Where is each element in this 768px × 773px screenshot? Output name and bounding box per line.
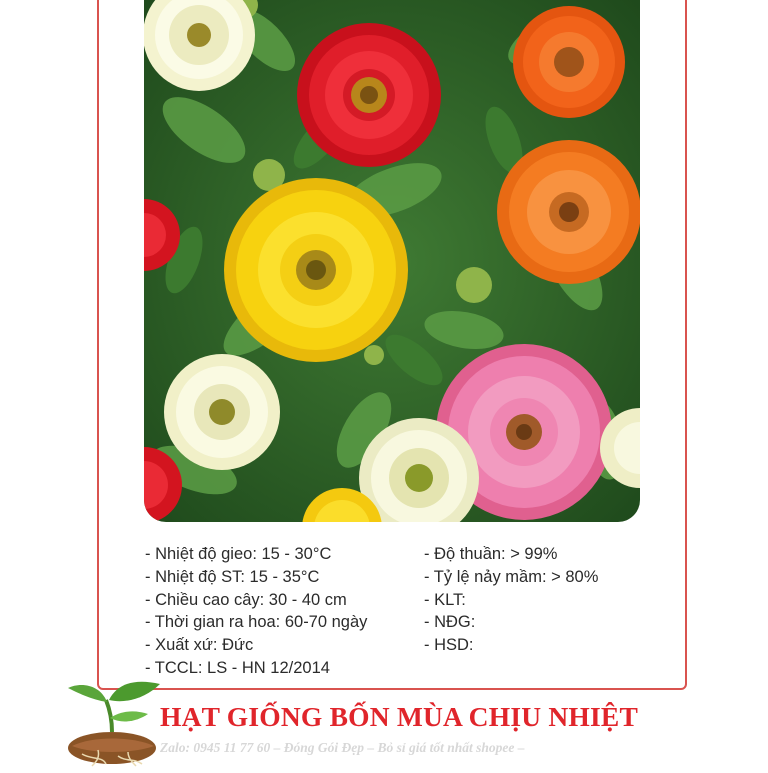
- spec-purity: - Độ thuần: > 99%: [424, 545, 558, 563]
- specs-right-column: [424, 543, 598, 657]
- spec-expiry-date: - HSD:: [424, 636, 474, 655]
- zinnia-flowers-photo: [144, 0, 640, 522]
- spec-quality-standard: - TCCL: LS - HN 12/2014: [145, 658, 330, 677]
- brand-title: HẠT GIỐNG BỐN MÙA CHỊU NHIỆT: [160, 701, 639, 732]
- specs-left-column: [145, 543, 367, 680]
- spec-net-weight: - KLT:: [424, 590, 466, 609]
- spec-origin: - Xuất xứ: Đức: [145, 636, 254, 655]
- seedling-logo-icon: [62, 670, 162, 768]
- spec-plant-height: - Chiều cao cây: 30 - 40 cm: [145, 590, 347, 609]
- contact-tagline: Zalo: 0945 11 77 60 – Đóng Gói Đẹp – Bỏ sỉ giá tốt nhất shopee –: [160, 740, 525, 755]
- spec-flowering-time: - Thời gian ra hoa: 60-70 ngày: [145, 613, 368, 632]
- spec-packing-date: - NĐG:: [424, 613, 476, 632]
- spec-sowing-temperature: - Nhiệt độ gieo: 15 - 30°C: [145, 545, 332, 563]
- spec-germination-rate: - Tỷ lệ nảy mầm: > 80%: [424, 567, 599, 586]
- spec-growth-temperature: - Nhiệt độ ST: 15 - 35°C: [145, 567, 320, 586]
